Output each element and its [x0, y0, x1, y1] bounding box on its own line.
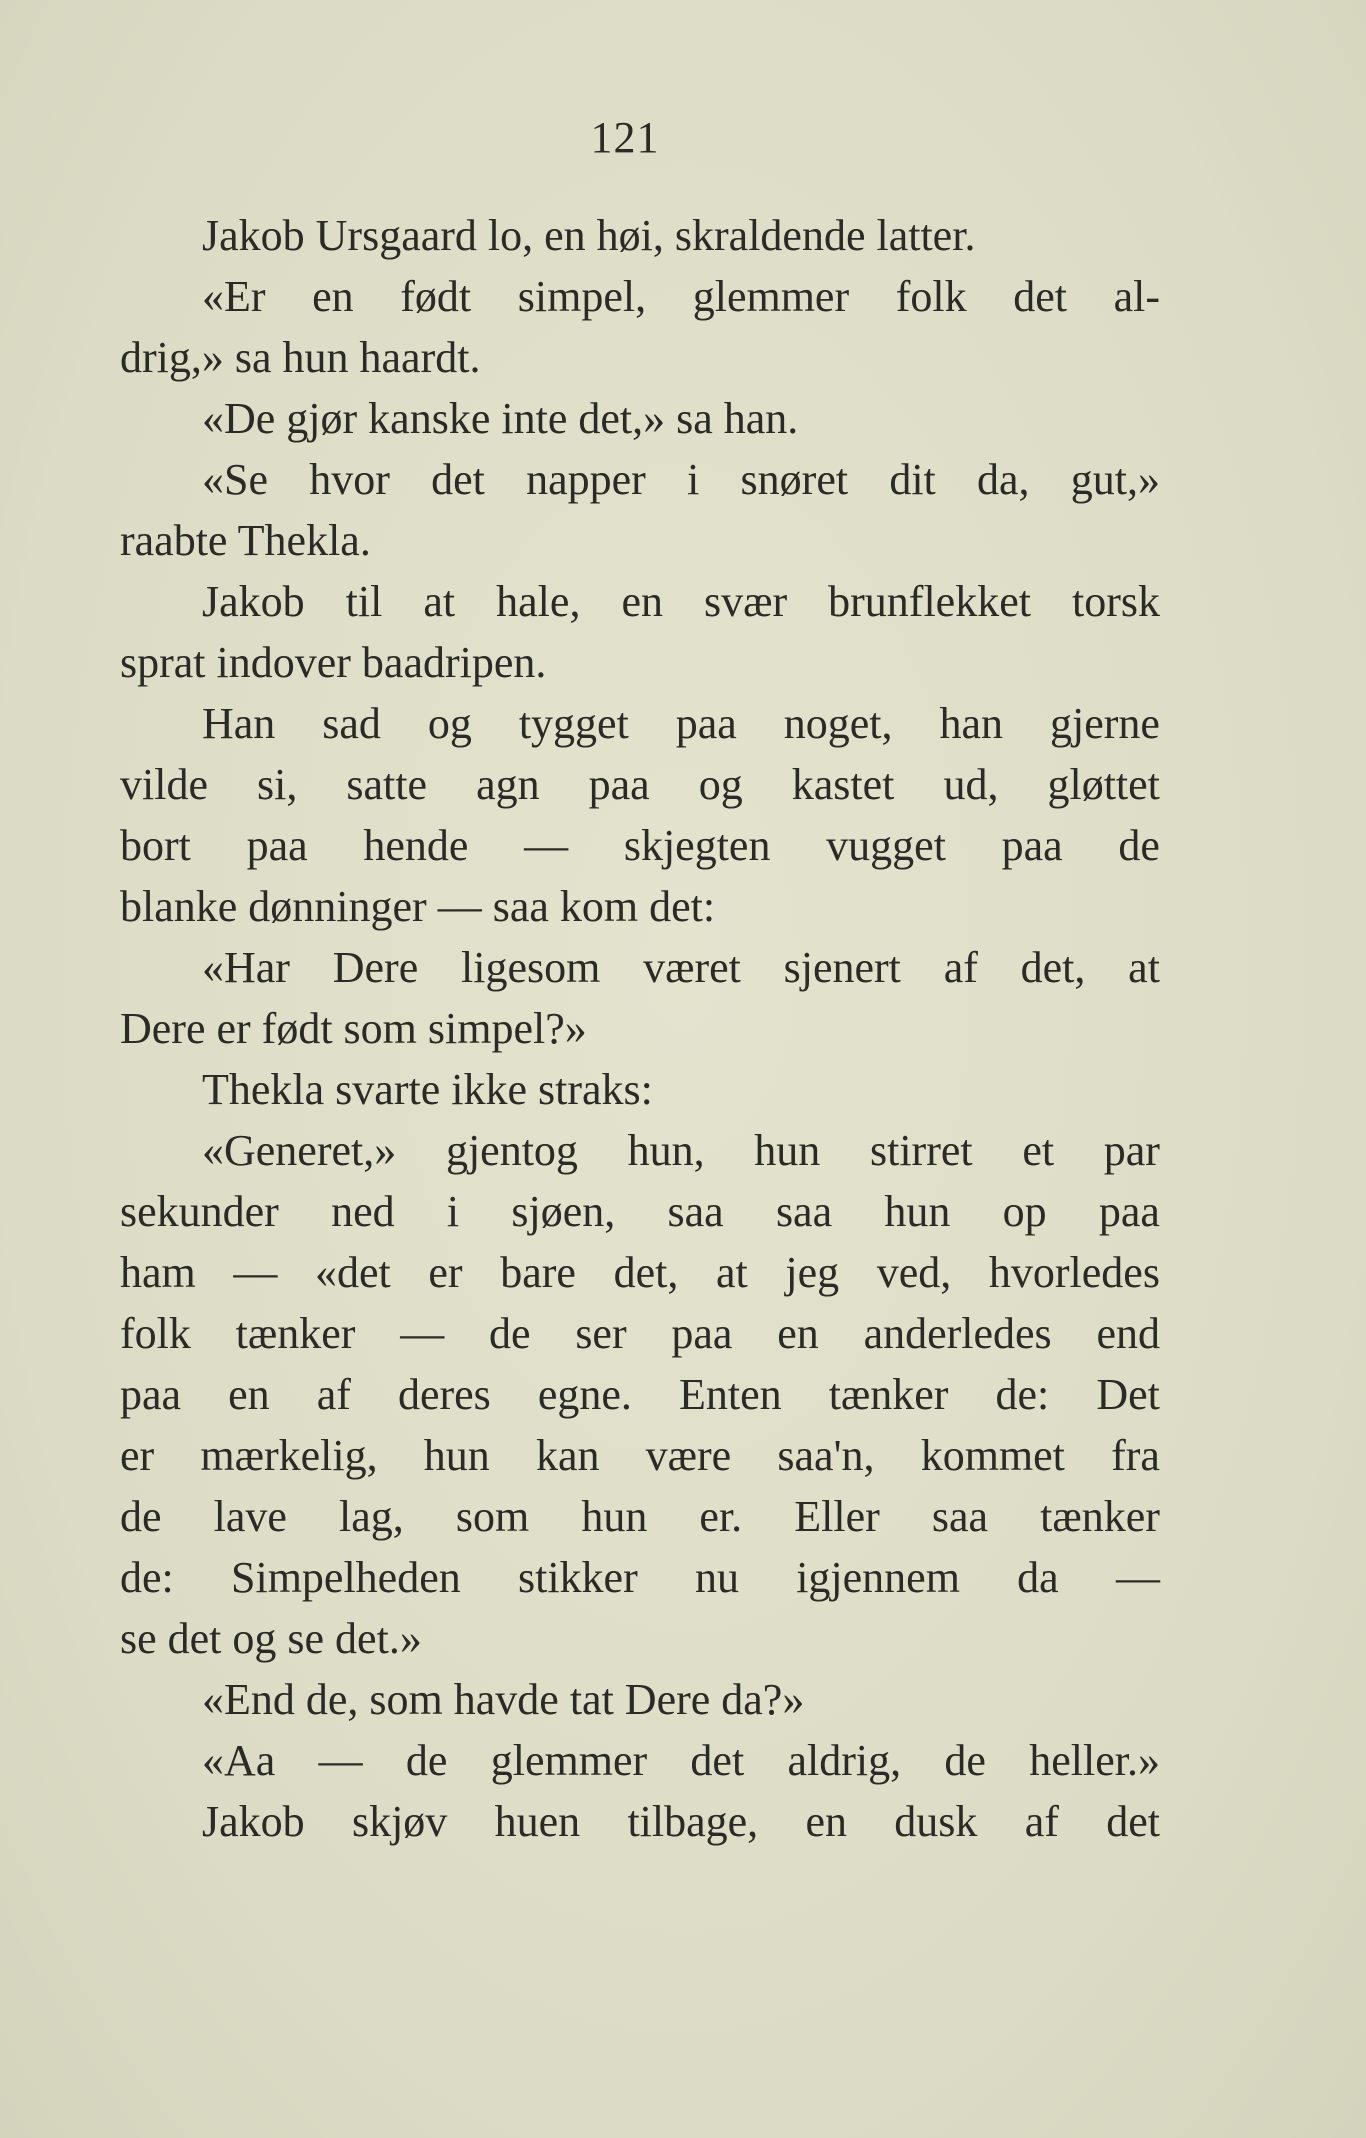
word: det — [431, 455, 485, 504]
word: de: — [120, 1553, 174, 1602]
word: lag, — [339, 1492, 404, 1541]
text-line — [120, 937, 1160, 998]
word: tænker — [828, 1370, 949, 1419]
word: skjøv — [351, 1797, 448, 1846]
word: «Aa — [202, 1736, 276, 1785]
word: heller.» — [1029, 1736, 1160, 1785]
text-line: Dere er født som simpel?» — [120, 1004, 587, 1053]
word: hende — [363, 821, 469, 870]
word: tænker — [235, 1309, 356, 1358]
word: været — [643, 943, 741, 992]
word: hun — [423, 1431, 490, 1480]
word: gjerne — [1049, 699, 1160, 748]
word: gjentog — [445, 1126, 578, 1175]
word: glemmer — [692, 272, 850, 321]
word: — — [318, 1736, 363, 1785]
word: Enten — [679, 1370, 782, 1419]
word: huen — [494, 1797, 581, 1846]
text-line — [120, 693, 1160, 754]
text-line — [120, 1486, 1160, 1547]
word: hvor — [309, 455, 390, 504]
word: Dere — [332, 943, 419, 992]
text-line — [120, 1303, 1160, 1364]
word: af — [943, 943, 978, 992]
word: det — [1106, 1797, 1160, 1846]
word: folk — [120, 1309, 191, 1358]
word: en — [228, 1370, 270, 1419]
word: agn — [476, 760, 540, 809]
word: en — [805, 1797, 847, 1846]
word: som — [455, 1492, 530, 1541]
word: par — [1103, 1126, 1160, 1175]
word: bare — [500, 1248, 576, 1297]
word: vugget — [826, 821, 946, 870]
text-line: «End de, som havde tat Dere da?» — [202, 1675, 805, 1724]
word: satte — [346, 760, 428, 809]
word: — — [233, 1248, 278, 1297]
word: er. — [699, 1492, 743, 1541]
word: noget, — [783, 699, 893, 748]
word: stikker — [517, 1553, 638, 1602]
word: født — [400, 272, 472, 321]
word: sjøen, — [511, 1187, 616, 1236]
text-line: raabte Thekla. — [120, 516, 371, 565]
word: end — [1096, 1309, 1160, 1358]
word: brunflekket — [828, 577, 1031, 626]
word: ned — [331, 1187, 395, 1236]
word: tænker — [1040, 1492, 1160, 1541]
text-line — [120, 1547, 1160, 1608]
word: si, — [257, 760, 298, 809]
word: de: — [995, 1370, 1050, 1419]
word: paa — [671, 1309, 733, 1358]
word: Det — [1096, 1370, 1160, 1419]
word: op — [1002, 1187, 1047, 1236]
word: sekunder — [120, 1187, 279, 1236]
word: paa — [1098, 1187, 1160, 1236]
word: de — [1118, 821, 1160, 870]
word: er — [120, 1431, 155, 1480]
text-line — [120, 1120, 1160, 1181]
word: al- — [1113, 272, 1160, 321]
text-line — [120, 1181, 1160, 1242]
word: en — [777, 1309, 819, 1358]
word: egne. — [537, 1370, 632, 1419]
word: kommet — [920, 1431, 1065, 1480]
text-line: «De gjør kanske inte det,» sa han. — [202, 394, 799, 443]
word: folk — [895, 272, 967, 321]
word: fra — [1111, 1431, 1160, 1480]
word: hale, — [496, 577, 581, 626]
word: de — [120, 1492, 162, 1541]
word: skjegten — [623, 821, 771, 870]
word: deres — [397, 1370, 491, 1419]
word: Han — [202, 699, 276, 748]
word: en — [621, 577, 663, 626]
word: — — [400, 1309, 445, 1358]
word: det, — [1020, 943, 1086, 992]
word: er — [428, 1248, 463, 1297]
word: at — [1128, 943, 1160, 992]
word: Simpelheden — [231, 1553, 461, 1602]
word: paa — [246, 821, 308, 870]
word: ham — [120, 1248, 196, 1297]
word: saa — [931, 1492, 989, 1541]
page-number: 121 — [590, 113, 660, 162]
word: i — [687, 455, 700, 504]
word: hun — [754, 1126, 821, 1175]
word: at — [423, 577, 456, 626]
word: da, — [977, 455, 1030, 504]
word: sad — [322, 699, 381, 748]
word: og — [427, 699, 472, 748]
word: mærkelig, — [200, 1431, 378, 1480]
text-line: blanke dønninger — saa kom det: — [120, 882, 716, 931]
word: en — [312, 272, 354, 321]
text-line — [120, 449, 1160, 510]
word: anderledes — [863, 1309, 1052, 1358]
word: «Se — [202, 455, 268, 504]
word: gut,» — [1070, 455, 1160, 504]
word: det, — [613, 1248, 679, 1297]
word: og — [698, 760, 743, 809]
word: kastet — [791, 760, 895, 809]
word: ser — [575, 1309, 627, 1358]
word: af — [1024, 1797, 1059, 1846]
word: — — [524, 821, 569, 870]
word: han — [939, 699, 1004, 748]
word: kan — [535, 1431, 600, 1480]
word: hun, — [627, 1126, 705, 1175]
text-line: drig,» sa hun haardt. — [120, 333, 481, 382]
word: da — [1017, 1553, 1059, 1602]
word: et — [1022, 1126, 1055, 1175]
text-line: Thekla svarte ikke straks: — [202, 1065, 653, 1114]
text-line — [120, 815, 1160, 876]
word: saa — [667, 1187, 724, 1236]
word: de — [405, 1736, 448, 1785]
word: glemmer — [490, 1736, 648, 1785]
word: af — [316, 1370, 351, 1419]
text-line: Jakob Ursgaard lo, en høi, skraldende latter. — [202, 211, 976, 260]
word: nu — [694, 1553, 739, 1602]
word: til — [345, 577, 383, 626]
word: i — [446, 1187, 460, 1236]
word: napper — [526, 455, 646, 504]
word: at — [715, 1248, 748, 1297]
word: svær — [704, 577, 788, 626]
word: lave — [213, 1492, 287, 1541]
word: snøret — [740, 455, 849, 504]
text-line: sprat indover baadripen. — [120, 638, 547, 687]
word: de — [944, 1736, 986, 1785]
word: paa — [120, 1370, 182, 1419]
word: dit — [889, 455, 936, 504]
text-line — [120, 1242, 1160, 1303]
word: «Generet,» — [202, 1126, 397, 1175]
word: saa'n, — [777, 1431, 875, 1480]
text-line — [120, 1791, 1160, 1852]
word: tilbage, — [627, 1797, 759, 1846]
word: ud, — [943, 760, 999, 809]
word: «det — [315, 1248, 391, 1297]
word: paa — [675, 699, 737, 748]
word: hvorledes — [988, 1248, 1160, 1297]
word: vilde — [120, 760, 208, 809]
word: torsk — [1071, 577, 1160, 626]
word: Jakob — [202, 1797, 305, 1846]
word: — — [1115, 1553, 1160, 1602]
text-line — [120, 1425, 1160, 1486]
text-line — [120, 571, 1160, 632]
text-line — [120, 1730, 1160, 1791]
text-line — [120, 754, 1160, 815]
word: hun — [581, 1492, 648, 1541]
word: saa — [775, 1187, 833, 1236]
word: Jakob — [202, 577, 305, 626]
word: paa — [1001, 821, 1063, 870]
word: jeg — [785, 1248, 840, 1297]
word: igjennem — [796, 1553, 960, 1602]
word: «Har — [202, 943, 290, 992]
word: ved, — [876, 1248, 952, 1297]
word: det — [690, 1736, 745, 1785]
text-line — [120, 1364, 1160, 1425]
word: «Er — [202, 272, 266, 321]
word: det — [1013, 272, 1067, 321]
word: stirret — [869, 1126, 973, 1175]
body-text — [120, 205, 1160, 1852]
word: ligesom — [461, 943, 601, 992]
word: aldrig, — [787, 1736, 902, 1785]
word: de — [489, 1309, 531, 1358]
word: simpel, — [517, 272, 647, 321]
word: tygget — [518, 699, 629, 748]
word: paa — [588, 760, 650, 809]
word: sjenert — [783, 943, 901, 992]
word: være — [645, 1431, 732, 1480]
word: hun — [884, 1187, 951, 1236]
word: bort — [120, 821, 191, 870]
word: Eller — [794, 1492, 880, 1541]
text-line: se det og se det.» — [120, 1614, 422, 1663]
word: dusk — [894, 1797, 978, 1846]
text-line — [120, 266, 1160, 327]
word: gløttet — [1047, 760, 1160, 809]
